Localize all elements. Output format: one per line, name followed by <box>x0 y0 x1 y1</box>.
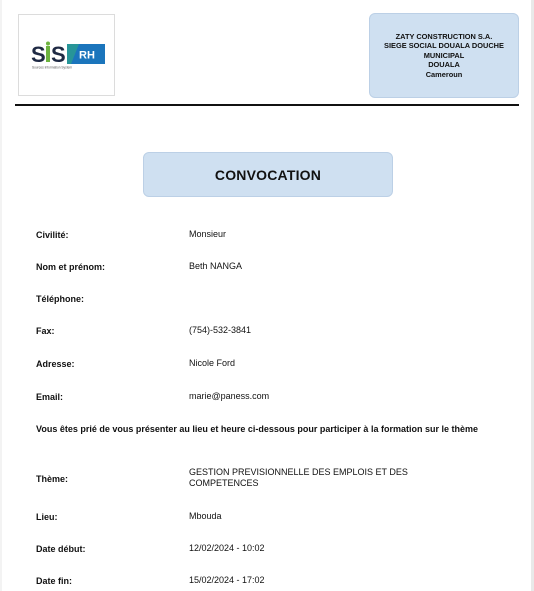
lieu-value: Mbouda <box>189 511 222 521</box>
company-address-line2: MUNICIPAL <box>423 50 465 60</box>
date-fin-value: 15/02/2024 - 17:02 <box>189 575 265 585</box>
nom-value: Beth NANGA <box>189 261 243 271</box>
nom-label: Nom et prénom: <box>36 262 106 272</box>
email-value: marie@paness.com <box>189 391 270 401</box>
fax-label: Fax: <box>36 326 55 336</box>
document-title-box <box>143 152 393 197</box>
fax-value: (754)-532-3841 <box>189 325 252 335</box>
logo-letter-s1: S <box>31 42 46 67</box>
convocation-intro: Vous êtes prié de vous présenter au lieu et heure ci-dessous pour participer à la formation sur le thème <box>36 424 478 434</box>
logo-tagline: Sources Information System <box>32 65 73 70</box>
theme-label: Thème: <box>36 474 69 484</box>
header-divider <box>15 104 519 106</box>
theme-value-line1: GESTION PREVISIONNELLE DES EMPLOIS ET DES <box>189 467 408 477</box>
civilite-value: Monsieur <box>189 229 227 239</box>
telephone-label: Téléphone: <box>36 294 85 304</box>
sis-rh-logo <box>31 41 107 71</box>
document-title: CONVOCATION <box>214 166 322 183</box>
logo-rh-text: RH <box>79 49 95 62</box>
company-name: ZATY CONSTRUCTION S.A. <box>395 32 493 41</box>
date-debut-value: 12/02/2024 - 10:02 <box>189 543 265 553</box>
email-label: Email: <box>36 392 64 402</box>
date-debut-label: Date début: <box>36 544 86 554</box>
theme-value-line2: COMPETENCES <box>189 478 259 488</box>
lieu-label: Lieu: <box>36 512 58 522</box>
company-info-box <box>369 13 519 98</box>
company-city: DOUALA <box>428 60 460 70</box>
civilite-label: Civilité: <box>36 230 69 240</box>
page-left-edge <box>0 0 2 591</box>
adresse-value: Nicole Ford <box>189 358 236 368</box>
logo-letter-i <box>46 46 50 62</box>
logo-letter-s2: S <box>51 42 66 67</box>
company-country: Cameroun <box>425 69 463 79</box>
date-fin-label: Date fin: <box>36 576 72 586</box>
company-address-line1: SIEGE SOCIAL DOUALA DOUCHE <box>384 41 504 51</box>
company-logo-frame <box>18 14 115 96</box>
adresse-label: Adresse: <box>36 359 75 369</box>
